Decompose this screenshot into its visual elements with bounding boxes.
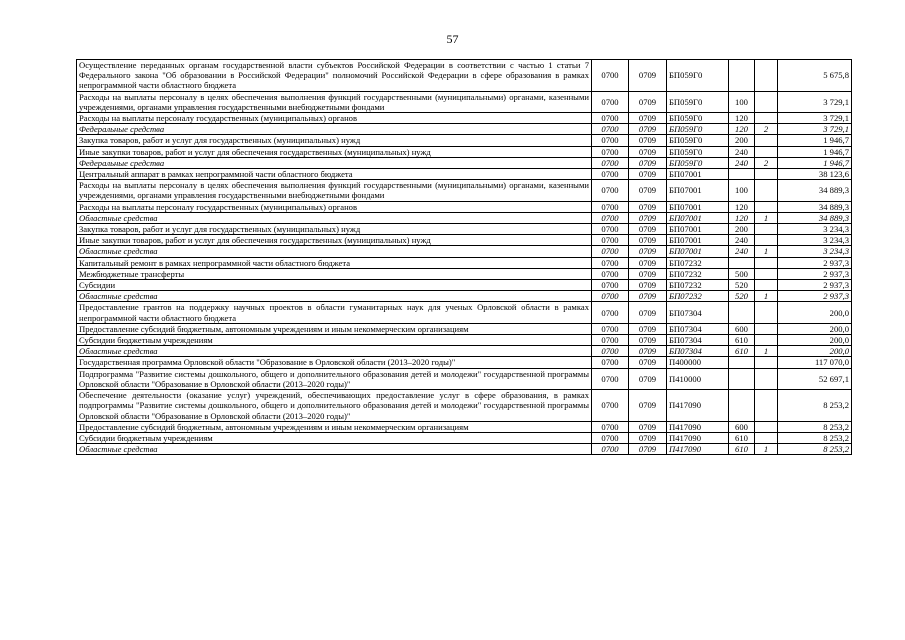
table-row (77, 444, 852, 455)
section-code-cell: 0700 (592, 268, 629, 279)
section-code-cell: 0700 (592, 235, 629, 246)
funding-source-cell (755, 432, 778, 443)
amount-cell: 1 946,7 (778, 157, 852, 168)
row-name-cell: Осуществление переданных органам государственной власти субъектов Российской Федерации в соответствии с частью 1 статьи 7 Федерального закона "Об образовании в Российской Федерации" полномочий Российской Федерации в сфере образования в рамках непрограммной части областного бюджета (77, 60, 592, 92)
table-row (77, 60, 852, 92)
subsection-code-cell: 0709 (629, 291, 667, 302)
target-article-cell: П417090 (667, 421, 729, 432)
subsection-code-cell: 0709 (629, 157, 667, 168)
table-row (77, 302, 852, 323)
expense-type-cell: 600 (729, 323, 755, 334)
row-name-cell: Государственная программа Орловской области "Образование в Орловской области (2013–2020 годы)" (77, 357, 592, 368)
section-code-cell: 0700 (592, 280, 629, 291)
expense-type-cell (729, 368, 755, 389)
funding-source-cell (755, 335, 778, 346)
subsection-code-cell: 0709 (629, 268, 667, 279)
funding-source-cell (755, 235, 778, 246)
subsection-code-cell: 0709 (629, 421, 667, 432)
expense-type-cell: 240 (729, 235, 755, 246)
funding-source-cell (755, 268, 778, 279)
subsection-code-cell: 0709 (629, 323, 667, 334)
amount-cell: 3 234,3 (778, 224, 852, 235)
row-name-cell: Межбюджетные трансферты (77, 268, 592, 279)
target-article-cell: БП059Г0 (667, 91, 729, 112)
section-code-cell: 0700 (592, 212, 629, 223)
expense-type-cell: 100 (729, 180, 755, 201)
target-article-cell: П417090 (667, 444, 729, 455)
target-article-cell: БП07001 (667, 201, 729, 212)
budget-table (76, 59, 852, 455)
table-row (77, 421, 852, 432)
budget-table-body (77, 60, 852, 455)
subsection-code-cell: 0709 (629, 346, 667, 357)
expense-type-cell: 240 (729, 146, 755, 157)
expense-type-cell: 120 (729, 212, 755, 223)
section-code-cell: 0700 (592, 368, 629, 389)
target-article-cell: БП07232 (667, 268, 729, 279)
section-code-cell: 0700 (592, 201, 629, 212)
table-row (77, 135, 852, 146)
subsection-code-cell: 0709 (629, 201, 667, 212)
funding-source-cell: 1 (755, 291, 778, 302)
row-name-cell: Расходы на выплаты персоналу в целях обеспечения выполнения функций государственными (муниципальными) органами, казенными учреждениями, органами управления государственными внебюджетными фондами (77, 180, 592, 201)
expense-type-cell: 520 (729, 280, 755, 291)
amount-cell: 2 937,3 (778, 257, 852, 268)
table-row (77, 113, 852, 124)
amount-cell: 3 729,1 (778, 113, 852, 124)
funding-source-cell (755, 323, 778, 334)
target-article-cell: П410000 (667, 368, 729, 389)
table-row (77, 357, 852, 368)
amount-cell: 38 123,6 (778, 169, 852, 180)
amount-cell: 8 253,2 (778, 390, 852, 422)
table-row (77, 212, 852, 223)
amount-cell: 8 253,2 (778, 421, 852, 432)
expense-type-cell (729, 257, 755, 268)
expense-type-cell: 610 (729, 335, 755, 346)
row-name-cell: Областные средства (77, 444, 592, 455)
section-code-cell: 0700 (592, 135, 629, 146)
expense-type-cell: 610 (729, 432, 755, 443)
target-article-cell: БП07001 (667, 212, 729, 223)
amount-cell: 3 729,1 (778, 124, 852, 135)
section-code-cell: 0700 (592, 113, 629, 124)
target-article-cell: БП059Г0 (667, 135, 729, 146)
table-row (77, 346, 852, 357)
row-name-cell: Закупка товаров, работ и услуг для государственных (муниципальных) нужд (77, 224, 592, 235)
table-row (77, 335, 852, 346)
section-code-cell: 0700 (592, 180, 629, 201)
expense-type-cell: 600 (729, 421, 755, 432)
subsection-code-cell: 0709 (629, 60, 667, 92)
row-name-cell: Областные средства (77, 291, 592, 302)
funding-source-cell (755, 368, 778, 389)
table-row (77, 368, 852, 389)
target-article-cell: БП059Г0 (667, 146, 729, 157)
expense-type-cell: 520 (729, 291, 755, 302)
table-row (77, 268, 852, 279)
row-name-cell: Расходы на выплаты персоналу государственных (муниципальных) органов (77, 113, 592, 124)
funding-source-cell: 1 (755, 212, 778, 223)
target-article-cell: П417090 (667, 390, 729, 422)
expense-type-cell (729, 357, 755, 368)
funding-source-cell (755, 169, 778, 180)
funding-source-cell (755, 390, 778, 422)
expense-type-cell: 120 (729, 113, 755, 124)
subsection-code-cell: 0709 (629, 91, 667, 112)
funding-source-cell (755, 357, 778, 368)
target-article-cell: БП07232 (667, 257, 729, 268)
amount-cell: 200,0 (778, 335, 852, 346)
amount-cell: 200,0 (778, 346, 852, 357)
row-name-cell: Предоставление субсидий бюджетным, автономным учреждениям и иным некоммерческим организациям (77, 323, 592, 334)
amount-cell: 34 889,3 (778, 201, 852, 212)
target-article-cell: БП07232 (667, 291, 729, 302)
subsection-code-cell: 0709 (629, 390, 667, 422)
row-name-cell: Иные закупки товаров, работ и услуг для обеспечения государственных (муниципальных) нужд (77, 235, 592, 246)
table-row (77, 169, 852, 180)
amount-cell: 2 937,3 (778, 291, 852, 302)
row-name-cell: Областные средства (77, 346, 592, 357)
target-article-cell: БП059Г0 (667, 157, 729, 168)
funding-source-cell (755, 91, 778, 112)
funding-source-cell: 1 (755, 246, 778, 257)
section-code-cell: 0700 (592, 224, 629, 235)
subsection-code-cell: 0709 (629, 235, 667, 246)
expense-type-cell: 610 (729, 444, 755, 455)
table-row (77, 390, 852, 422)
table-row (77, 146, 852, 157)
target-article-cell: БП07001 (667, 235, 729, 246)
table-row (77, 246, 852, 257)
section-code-cell: 0700 (592, 346, 629, 357)
section-code-cell: 0700 (592, 291, 629, 302)
row-name-cell: Федеральные средства (77, 157, 592, 168)
section-code-cell: 0700 (592, 444, 629, 455)
section-code-cell: 0700 (592, 169, 629, 180)
amount-cell: 3 729,1 (778, 91, 852, 112)
amount-cell: 52 697,1 (778, 368, 852, 389)
amount-cell: 34 889,3 (778, 180, 852, 201)
table-row (77, 180, 852, 201)
target-article-cell: БП07232 (667, 280, 729, 291)
amount-cell: 5 675,8 (778, 60, 852, 92)
table-row (77, 323, 852, 334)
section-code-cell: 0700 (592, 124, 629, 135)
row-name-cell: Областные средства (77, 246, 592, 257)
target-article-cell: БП07304 (667, 323, 729, 334)
row-name-cell: Иные закупки товаров, работ и услуг для обеспечения государственных (муниципальных) нужд (77, 146, 592, 157)
amount-cell: 8 253,2 (778, 444, 852, 455)
expense-type-cell (729, 60, 755, 92)
funding-source-cell (755, 113, 778, 124)
table-row (77, 291, 852, 302)
amount-cell: 1 946,7 (778, 135, 852, 146)
subsection-code-cell: 0709 (629, 113, 667, 124)
amount-cell: 200,0 (778, 323, 852, 334)
subsection-code-cell: 0709 (629, 135, 667, 146)
expense-type-cell: 200 (729, 224, 755, 235)
expense-type-cell: 200 (729, 135, 755, 146)
row-name-cell: Субсидии бюджетным учреждениям (77, 432, 592, 443)
amount-cell: 8 253,2 (778, 432, 852, 443)
row-name-cell: Предоставление грантов на поддержку научных проектов в области гуманитарных наук для ученых Орловской области в рамках непрограммной части областного бюджета (77, 302, 592, 323)
row-name-cell: Подпрограмма "Развитие системы дошкольного, общего и дополнительного образования детей и молодежи" государственной программы Орловской области "Образование в Орловской области (2013–2020 годы)" (77, 368, 592, 389)
funding-source-cell: 1 (755, 444, 778, 455)
target-article-cell: БП07001 (667, 180, 729, 201)
amount-cell: 2 937,3 (778, 280, 852, 291)
expense-type-cell: 120 (729, 124, 755, 135)
expense-type-cell: 240 (729, 157, 755, 168)
amount-cell: 200,0 (778, 302, 852, 323)
funding-source-cell: 1 (755, 346, 778, 357)
row-name-cell: Центральный аппарат в рамках непрограммной части областного бюджета (77, 169, 592, 180)
subsection-code-cell: 0709 (629, 224, 667, 235)
row-name-cell: Обеспечение деятельности (оказание услуг) учреждений, обеспечивающих предоставление услуг в сфере образования, в рамках подпрограммы "Развитие системы дошкольного, общего и дополнительного образования детей и молодежи" государственной программы Орловской области "Образование в Орловской области (2013–2020 годы)" (77, 390, 592, 422)
target-article-cell: БП07304 (667, 335, 729, 346)
amount-cell: 3 234,3 (778, 246, 852, 257)
section-code-cell: 0700 (592, 146, 629, 157)
funding-source-cell (755, 421, 778, 432)
row-name-cell: Закупка товаров, работ и услуг для государственных (муниципальных) нужд (77, 135, 592, 146)
table-row (77, 157, 852, 168)
table-row (77, 224, 852, 235)
funding-source-cell (755, 302, 778, 323)
row-name-cell: Субсидии бюджетным учреждениям (77, 335, 592, 346)
section-code-cell: 0700 (592, 60, 629, 92)
subsection-code-cell: 0709 (629, 246, 667, 257)
section-code-cell: 0700 (592, 335, 629, 346)
table-row (77, 280, 852, 291)
page-number: 57 (446, 32, 459, 46)
table-row (77, 201, 852, 212)
table-row (77, 432, 852, 443)
target-article-cell: БП059Г0 (667, 60, 729, 92)
row-name-cell: Субсидии (77, 280, 592, 291)
table-row (77, 91, 852, 112)
row-name-cell: Федеральные средства (77, 124, 592, 135)
funding-source-cell (755, 60, 778, 92)
expense-type-cell: 500 (729, 268, 755, 279)
funding-source-cell (755, 135, 778, 146)
section-code-cell: 0700 (592, 432, 629, 443)
subsection-code-cell: 0709 (629, 257, 667, 268)
funding-source-cell (755, 146, 778, 157)
row-name-cell: Расходы на выплаты персоналу в целях обеспечения выполнения функций государственными (муниципальными) органами, казенными учреждениями, органами управления государственными внебюджетными фондами (77, 91, 592, 112)
funding-source-cell (755, 180, 778, 201)
target-article-cell: БП07304 (667, 302, 729, 323)
amount-cell: 117 070,0 (778, 357, 852, 368)
subsection-code-cell: 0709 (629, 169, 667, 180)
target-article-cell: БП07304 (667, 346, 729, 357)
funding-source-cell: 2 (755, 157, 778, 168)
subsection-code-cell: 0709 (629, 335, 667, 346)
subsection-code-cell: 0709 (629, 146, 667, 157)
row-name-cell: Расходы на выплаты персоналу государственных (муниципальных) органов (77, 201, 592, 212)
subsection-code-cell: 0709 (629, 444, 667, 455)
subsection-code-cell: 0709 (629, 357, 667, 368)
table-row (77, 235, 852, 246)
funding-source-cell (755, 280, 778, 291)
row-name-cell: Капитальный ремонт в рамках непрограммной части областного бюджета (77, 257, 592, 268)
subsection-code-cell: 0709 (629, 432, 667, 443)
row-name-cell: Предоставление субсидий бюджетным, автономным учреждениям и иным некоммерческим организациям (77, 421, 592, 432)
amount-cell: 34 889,3 (778, 212, 852, 223)
expense-type-cell: 240 (729, 246, 755, 257)
section-code-cell: 0700 (592, 390, 629, 422)
target-article-cell: БП059Г0 (667, 124, 729, 135)
target-article-cell: БП07001 (667, 224, 729, 235)
expense-type-cell: 610 (729, 346, 755, 357)
row-name-cell: Областные средства (77, 212, 592, 223)
target-article-cell: БП07001 (667, 169, 729, 180)
section-code-cell: 0700 (592, 323, 629, 334)
section-code-cell: 0700 (592, 421, 629, 432)
target-article-cell: БП07001 (667, 246, 729, 257)
expense-type-cell (729, 302, 755, 323)
section-code-cell: 0700 (592, 302, 629, 323)
amount-cell: 3 234,3 (778, 235, 852, 246)
subsection-code-cell: 0709 (629, 124, 667, 135)
expense-type-cell (729, 390, 755, 422)
subsection-code-cell: 0709 (629, 302, 667, 323)
target-article-cell: П400000 (667, 357, 729, 368)
table-row (77, 124, 852, 135)
funding-source-cell (755, 257, 778, 268)
subsection-code-cell: 0709 (629, 280, 667, 291)
funding-source-cell (755, 201, 778, 212)
expense-type-cell: 100 (729, 91, 755, 112)
subsection-code-cell: 0709 (629, 180, 667, 201)
expense-type-cell: 120 (729, 201, 755, 212)
section-code-cell: 0700 (592, 157, 629, 168)
subsection-code-cell: 0709 (629, 368, 667, 389)
funding-source-cell (755, 224, 778, 235)
expense-type-cell (729, 169, 755, 180)
table-row (77, 257, 852, 268)
funding-source-cell: 2 (755, 124, 778, 135)
subsection-code-cell: 0709 (629, 212, 667, 223)
section-code-cell: 0700 (592, 357, 629, 368)
target-article-cell: П417090 (667, 432, 729, 443)
section-code-cell: 0700 (592, 257, 629, 268)
amount-cell: 1 946,7 (778, 146, 852, 157)
section-code-cell: 0700 (592, 91, 629, 112)
target-article-cell: БП059Г0 (667, 113, 729, 124)
amount-cell: 2 937,3 (778, 268, 852, 279)
section-code-cell: 0700 (592, 246, 629, 257)
